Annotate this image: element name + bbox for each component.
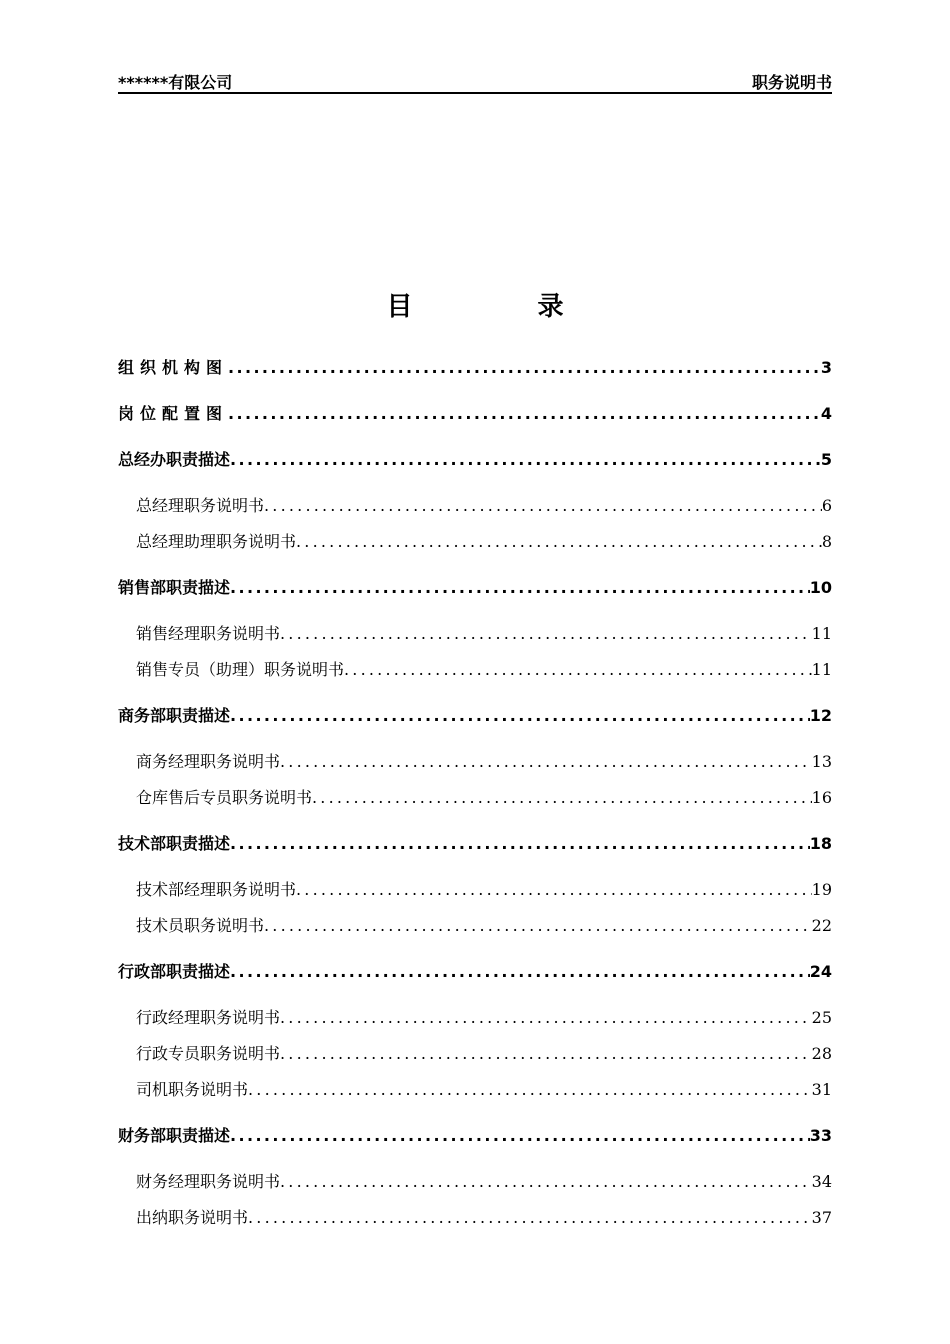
toc-page-number: 33 (809, 1126, 832, 1145)
dot-leader (344, 652, 812, 688)
toc-page-number: 5 (820, 450, 832, 469)
toc-subentry[interactable] (118, 1072, 832, 1108)
toc-section-sales[interactable] (118, 570, 832, 606)
toc-section-finance[interactable] (118, 1118, 832, 1154)
dot-leader (280, 1036, 812, 1072)
toc-subentry[interactable] (118, 1164, 832, 1200)
toc-entry-label: 仓库售后专员职务说明书 (136, 788, 313, 807)
toc-page-number: 22 (811, 916, 832, 935)
toc-entry-position-chart[interactable] (118, 396, 832, 432)
toc-page-number: 11 (811, 660, 832, 679)
dot-leader (248, 1200, 812, 1236)
toc-page-number: 31 (811, 1080, 832, 1099)
dot-leader (228, 396, 821, 432)
toc-page-number: 11 (811, 624, 832, 643)
toc-entry-label: 总经理助理职务说明书 (136, 532, 297, 551)
table-of-contents (118, 350, 832, 1236)
toc-subentry[interactable] (118, 744, 832, 780)
toc-entry-label: 销售部职责描述 (118, 578, 231, 597)
dot-leader (230, 570, 810, 606)
toc-subentry[interactable] (118, 616, 832, 652)
dot-leader (296, 872, 812, 908)
toc-entry-label: 销售专员（助理）职务说明书 (136, 660, 345, 679)
toc-entry-label: 组织机构图 (118, 358, 229, 377)
toc-entry-label: 销售经理职务说明书 (136, 624, 281, 643)
toc-page-number: 8 (821, 532, 832, 551)
dot-leader (248, 1072, 812, 1108)
dot-leader (280, 744, 812, 780)
toc-subentry[interactable] (118, 1036, 832, 1072)
dot-leader (280, 1000, 812, 1036)
toc-subentry[interactable] (118, 1000, 832, 1036)
toc-entry-label: 财务部职责描述 (118, 1126, 231, 1145)
toc-subentry[interactable] (118, 780, 832, 816)
toc-entry-label: 行政专员职务说明书 (136, 1044, 281, 1063)
toc-page-number: 13 (811, 752, 832, 771)
toc-entry-label: 行政部职责描述 (118, 962, 231, 981)
toc-entry-label: 总经办职责描述 (118, 450, 231, 469)
dot-leader (280, 616, 812, 652)
dot-leader (230, 1118, 810, 1154)
toc-entry-label: 技术部经理职务说明书 (136, 880, 297, 899)
toc-subentry[interactable] (118, 872, 832, 908)
dot-leader (230, 698, 810, 734)
toc-entry-org-chart[interactable] (118, 350, 832, 386)
toc-entry-label: 技术部职责描述 (118, 834, 231, 853)
dot-leader (312, 780, 812, 816)
dot-leader (228, 350, 821, 386)
dot-leader (230, 954, 810, 990)
toc-page-number: 25 (811, 1008, 832, 1027)
toc-subentry[interactable] (118, 908, 832, 944)
document-title: 职务说明书 (751, 73, 832, 92)
toc-page-number: 24 (809, 962, 832, 981)
toc-subentry[interactable] (118, 524, 832, 560)
dot-leader (230, 442, 821, 478)
toc-entry-label: 岗位配置图 (118, 404, 229, 423)
toc-section-admin[interactable] (118, 954, 832, 990)
toc-page-number: 12 (809, 706, 832, 725)
page-header (118, 70, 832, 94)
toc-entry-label: 总经理职务说明书 (136, 496, 265, 515)
toc-page-number: 10 (809, 578, 832, 597)
toc-entry-label: 技术员职务说明书 (136, 916, 265, 935)
toc-subentry[interactable] (118, 1200, 832, 1236)
toc-page-number: 34 (811, 1172, 832, 1191)
toc-page-number: 18 (809, 834, 832, 853)
dot-leader (296, 524, 822, 560)
toc-page-number: 19 (811, 880, 832, 899)
toc-entry-label: 出纳职务说明书 (136, 1208, 249, 1227)
dot-leader (280, 1164, 812, 1200)
toc-subentry[interactable] (118, 488, 832, 524)
toc-page-number: 4 (820, 404, 832, 423)
toc-subentry[interactable] (118, 652, 832, 688)
toc-entry-label: 商务部职责描述 (118, 706, 231, 725)
toc-page-number: 16 (811, 788, 832, 807)
toc-section-gm-office[interactable] (118, 442, 832, 478)
toc-page-number: 28 (811, 1044, 832, 1063)
toc-page-number: 37 (811, 1208, 832, 1227)
toc-page-number: 3 (820, 358, 832, 377)
toc-page-number: 6 (821, 496, 832, 515)
dot-leader (264, 908, 812, 944)
toc-entry-label: 商务经理职务说明书 (136, 752, 281, 771)
toc-section-business[interactable] (118, 698, 832, 734)
toc-section-tech[interactable] (118, 826, 832, 862)
company-name: ******有限公司 (118, 73, 233, 92)
toc-entry-label: 行政经理职务说明书 (136, 1008, 281, 1027)
toc-entry-label: 财务经理职务说明书 (136, 1172, 281, 1191)
toc-entry-label: 司机职务说明书 (136, 1080, 249, 1099)
dot-leader (264, 488, 822, 524)
toc-title: 目 录 (386, 292, 622, 322)
dot-leader (230, 826, 810, 862)
